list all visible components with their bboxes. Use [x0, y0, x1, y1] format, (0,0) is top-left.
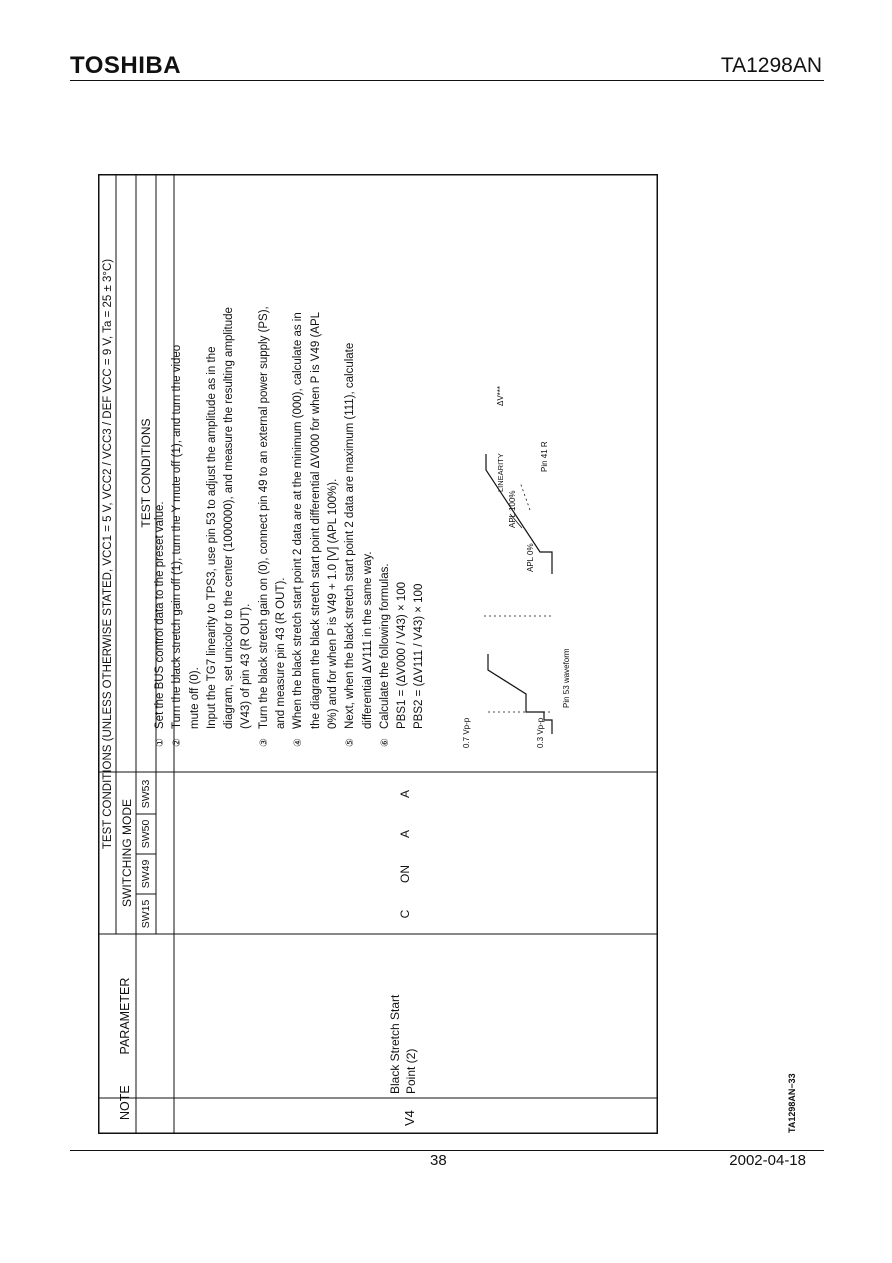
test-condition-number: [411, 729, 428, 747]
test-condition-text: and measure pin 43 (R OUT).: [275, 577, 288, 729]
header-rule: [70, 80, 824, 81]
test-condition-number: ⑥: [379, 738, 391, 747]
test-condition-text: PBS1 = (ΔV000 / V43) × 100: [396, 581, 409, 729]
test-condition-number: ①: [155, 738, 166, 747]
brand-logo: TOSHIBA: [70, 52, 182, 79]
test-condition-number: [325, 729, 342, 747]
page-date: 2002-04-18: [729, 1152, 806, 1169]
test-condition-text: the diagram the black stretch start point differential ΔV000 for when P is V49 (APL: [309, 311, 322, 729]
test-condition-number: [360, 729, 377, 747]
test-condition-line: [325, 182, 342, 747]
test-condition-text: mute off (0).: [188, 667, 201, 729]
label-pin53-waveform: Pin 53 waveform: [562, 648, 571, 708]
row-sw49-value: ON: [398, 865, 412, 883]
test-condition-text: Turn the black stretch gain off (1), turn the Y mute off (1), and turn the video: [171, 344, 184, 729]
row-parameter-line2: Point (2): [404, 1048, 418, 1094]
test-condition-text: 0%) and for when P is V49 + 1.0 [V] (APL 100%).: [326, 478, 339, 729]
rotated-test-table: [98, 174, 658, 1134]
test-condition-line: [152, 182, 169, 747]
test-condition-line: [169, 182, 186, 747]
test-condition-line: [238, 182, 255, 747]
test-condition-line: [411, 182, 428, 747]
page-number: 38: [430, 1152, 447, 1169]
test-condition-number: ④: [293, 738, 305, 747]
test-condition-text: Set the BUS control data to the preset value.: [154, 501, 166, 729]
test-condition-line: [204, 182, 221, 747]
test-condition-line: [221, 182, 238, 747]
row-parameter-line1: Black Stretch Start: [388, 994, 402, 1094]
switch-header-sw50: SW50: [140, 819, 152, 849]
test-condition-text: Calculate the following formulas.: [378, 563, 391, 729]
test-condition-text: Turn the black stretch gain on (0), connect pin 49 to an external power supply (PS),: [257, 306, 270, 729]
header-parameter: PARAMETER: [118, 977, 132, 1055]
label-linearity: LINEARITY: [496, 453, 505, 492]
header-test-conditions: TEST CONDITIONS: [139, 418, 153, 528]
header-switching-mode: SWITCHING MODE: [120, 799, 134, 907]
label-delta-v: ΔV***: [496, 385, 505, 406]
switch-header-sw15: SW15: [140, 899, 152, 929]
test-condition-text: PBS2 = (ΔV111 / V43) × 100: [413, 583, 426, 729]
test-condition-text: Next, when the black stretch start point 2 data are maximum (111), calculate: [344, 342, 357, 729]
test-condition-number: [221, 729, 238, 747]
test-condition-line: [187, 182, 204, 747]
test-conditions-list: [152, 182, 429, 747]
test-condition-number: ⑤: [345, 738, 357, 747]
test-condition-line: [256, 182, 273, 747]
label-apl-0: APL 0%: [526, 543, 535, 572]
test-condition-line: [308, 182, 325, 747]
footer-rule: [70, 1150, 824, 1151]
test-condition-line: [360, 182, 377, 747]
test-condition-number: [204, 729, 221, 747]
test-condition-number: [394, 729, 411, 747]
side-code-text: TA1298AN−33: [787, 1073, 797, 1133]
switch-header-sw53: SW53: [140, 779, 152, 809]
test-condition-line: [394, 182, 411, 747]
test-condition-text: Input the TG7 linearity to TPS3, use pin 53 to adjust the amplitude as in the: [205, 346, 218, 729]
side-code: [787, 1053, 797, 1133]
waveform-diagram: [462, 342, 576, 748]
test-condition-number: [273, 729, 290, 747]
switch-header-sw49: SW49: [140, 859, 152, 889]
part-number: TA1298AN: [720, 54, 822, 77]
test-condition-text: diagram, set unicolor to the center (1000000), and measure the resulting amplitude: [223, 307, 236, 729]
test-condition-number: ③: [258, 738, 270, 747]
test-condition-number: [187, 729, 204, 747]
test-condition-line: [273, 182, 290, 747]
label-apl-100: APL 100%: [508, 490, 517, 528]
table-header-caption: TEST CONDITIONS (UNLESS OTHERWISE STATED, VCC1 = 5 V, VCC2 / VCC3 / DEF VCC = 9 V, Ta = 25 ± 3°C): [102, 258, 114, 850]
test-condition-line: [377, 182, 394, 747]
row-sw15-value: C: [398, 909, 412, 919]
test-condition-line: [290, 182, 307, 747]
test-condition-number: ②: [172, 738, 184, 747]
test-condition-line: [342, 182, 359, 747]
row-sw50-value: A: [398, 830, 412, 839]
label-pin41: Pin 41 R: [540, 441, 549, 472]
label-0-3vpp: 0.3 Vp-p: [536, 717, 545, 748]
test-condition-number: [308, 729, 325, 747]
row-sw53-value: A: [398, 790, 412, 799]
row-note: V4: [402, 1110, 417, 1126]
test-condition-text: When the black stretch start point 2 data are at the minimum (000), calculate as in: [292, 312, 305, 729]
label-0-7vpp: 0.7 Vp-p: [462, 717, 471, 748]
test-condition-text: differential ΔV111 in the same way.: [361, 551, 374, 729]
test-condition-number: [238, 729, 255, 747]
header-note: NOTE: [118, 1085, 132, 1120]
test-condition-text: (V43) of pin 43 (R OUT).: [240, 603, 253, 729]
